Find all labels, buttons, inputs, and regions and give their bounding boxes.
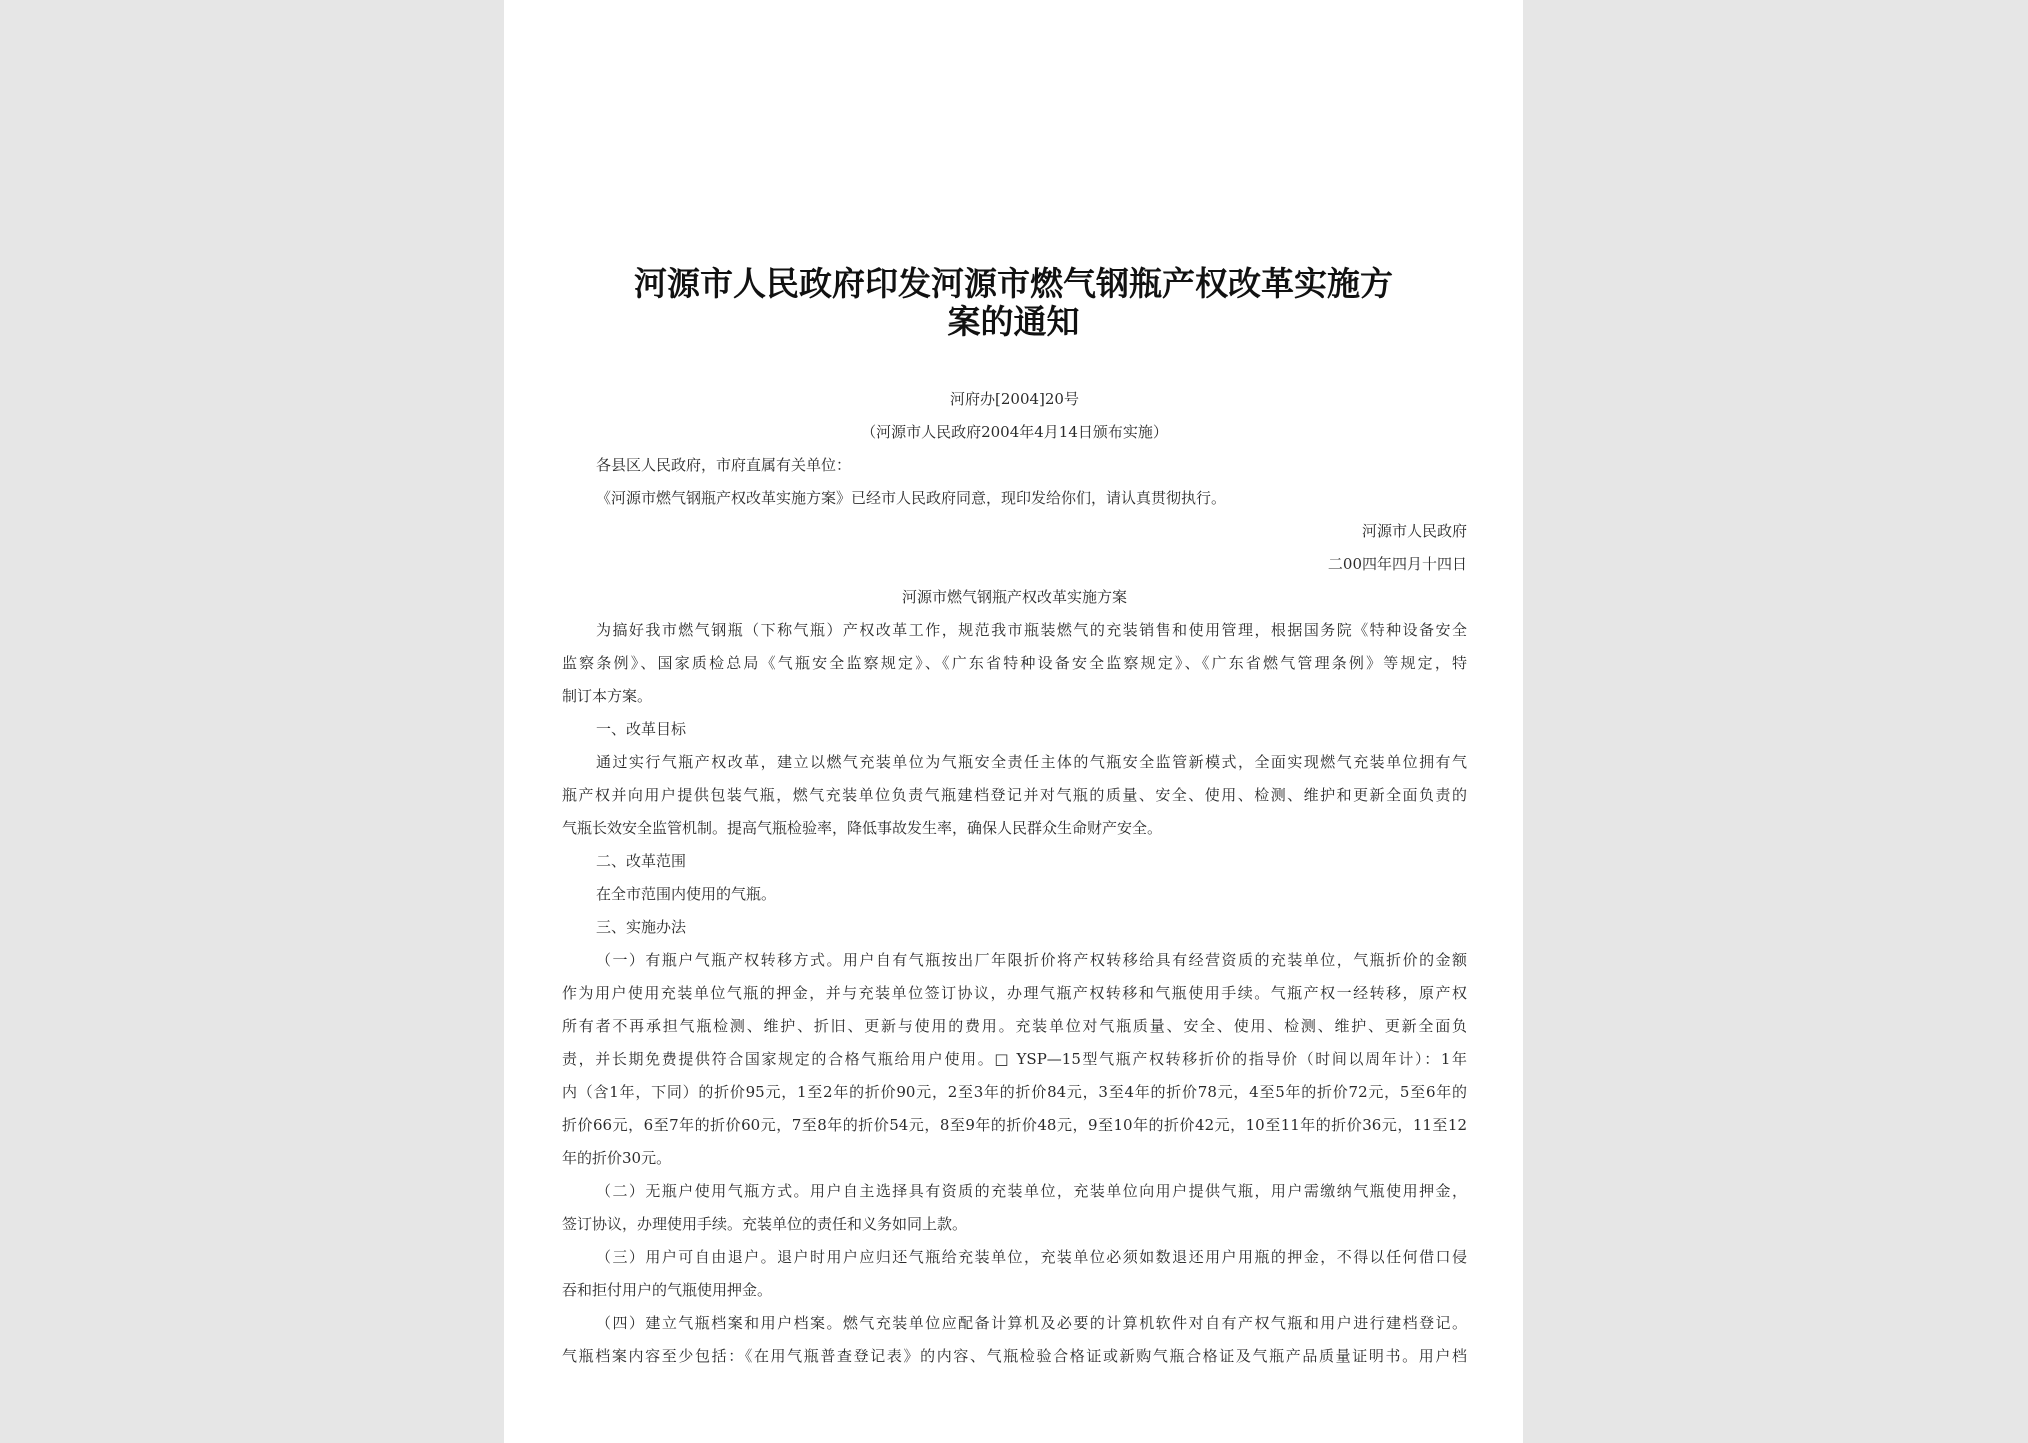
body-line: 通过实行气瓶产权改革，建立以燃气充装单位为气瓶安全责任主体的气瓶安全监管新模式，全面实现燃气充装单位拥有气 — [596, 753, 1467, 771]
body-line: （二）无瓶户使用气瓶方式。用户自主选择具有资质的充装单位，充装单位向用户提供气瓶，用户需缴纳气瓶使用押金， — [596, 1182, 1467, 1200]
body-line: （三）用户可自由退户。退户时用户应归还气瓶给充装单位，充装单位必须如数退还用户用瓶的押金，不得以任何借口侵 — [596, 1248, 1467, 1266]
body-line: 瓶产权并向用户提供包装气瓶，燃气充装单位负责气瓶建档登记并对气瓶的质量、安全、使用、检测、维护和更新全面负责的 — [562, 786, 1467, 804]
notice-text: 《河源市燃气钢瓶产权改革实施方案》已经市人民政府同意，现印发给你们，请认真贯彻执行。 — [596, 489, 1227, 507]
document-page — [504, 0, 1523, 1443]
body-line: 内（含1年，下同）的折价95元，1至2年的折价90元，2至3年的折价84元，3至4年的折价78元，4至5年的折价72元，5至6年的 — [562, 1083, 1467, 1101]
body-line: 所有者不再承担气瓶检测、维护、折旧、更新与使用的费用。充装单位对气瓶质量、安全、使用、检测、维护、更新全面负 — [562, 1017, 1467, 1035]
body-line: 监察条例》、国家质检总局《气瓶安全监察规定》、《广东省特种设备安全监察规定》、《广东省燃气管理条例》等规定，特 — [562, 654, 1467, 672]
document-number: 河府办[2004]20号 — [950, 390, 1079, 408]
document-title-line-2: 案的通知 — [947, 302, 1080, 341]
issue-date: 二00四年四月十四日 — [1327, 555, 1467, 573]
body-line: 责，并长期免费提供符合国家规定的合格气瓶给用户使用。□ YSP—15型气瓶产权转移折价的指导价（时间以周年计）：1年 — [562, 1050, 1467, 1068]
body-line: 为搞好我市燃气钢瓶（下称气瓶）产权改革工作，规范我市瓶装燃气的充装销售和使用管理，根据国务院《特种设备安全 — [596, 621, 1467, 639]
body-line: 在全市范围内使用的气瓶。 — [596, 885, 777, 903]
section-heading: 二、改革范围 — [596, 852, 687, 870]
body-line: （四）建立气瓶档案和用户档案。燃气充装单位应配备计算机及必要的计算机软件对自有产权气瓶和用户进行建档登记。 — [596, 1314, 1467, 1332]
body-line: 气瓶档案内容至少包括：《在用气瓶普查登记表》的内容、气瓶检验合格证或新购气瓶合格证及气瓶产品质量证明书。用户档 — [562, 1347, 1467, 1365]
section-heading: 三、实施办法 — [596, 918, 687, 936]
body-line: 签订协议，办理使用手续。充装单位的责任和义务如同上款。 — [562, 1215, 968, 1233]
body-line: 气瓶长效安全监管机制。提高气瓶检验率，降低事故发生率，确保人民群众生命财产安全。 — [562, 819, 1163, 837]
body-line: 吞和拒付用户的气瓶使用押金。 — [562, 1281, 773, 1299]
plan-title: 河源市燃气钢瓶产权改革实施方案 — [901, 588, 1127, 606]
issue-note: （河源市人民政府2004年4月14日颁布实施） — [861, 423, 1168, 441]
salutation: 各县区人民政府，市府直属有关单位： — [596, 456, 852, 474]
document-title-line-1: 河源市人民政府印发河源市燃气钢瓶产权改革实施方 — [634, 264, 1393, 303]
body-line: （一）有瓶户气瓶产权转移方式。用户自有气瓶按出厂年限折价将产权转移给具有经营资质的充装单位，气瓶折价的金额 — [596, 951, 1467, 969]
section-heading: 一、改革目标 — [596, 720, 687, 738]
body-line: 折价66元，6至7年的折价60元，7至8年的折价54元，8至9年的折价48元，9至10年的折价42元，10至11年的折价36元，11至12 — [562, 1116, 1467, 1134]
body-line: 年的折价30元。 — [562, 1149, 672, 1167]
signature: 河源市人民政府 — [1361, 522, 1467, 540]
body-line: 作为用户使用充装单位气瓶的押金，并与充装单位签订协议，办理气瓶产权转移和气瓶使用手续。气瓶产权一经转移，原产权 — [562, 984, 1467, 1002]
body-line: 制订本方案。 — [562, 687, 653, 705]
